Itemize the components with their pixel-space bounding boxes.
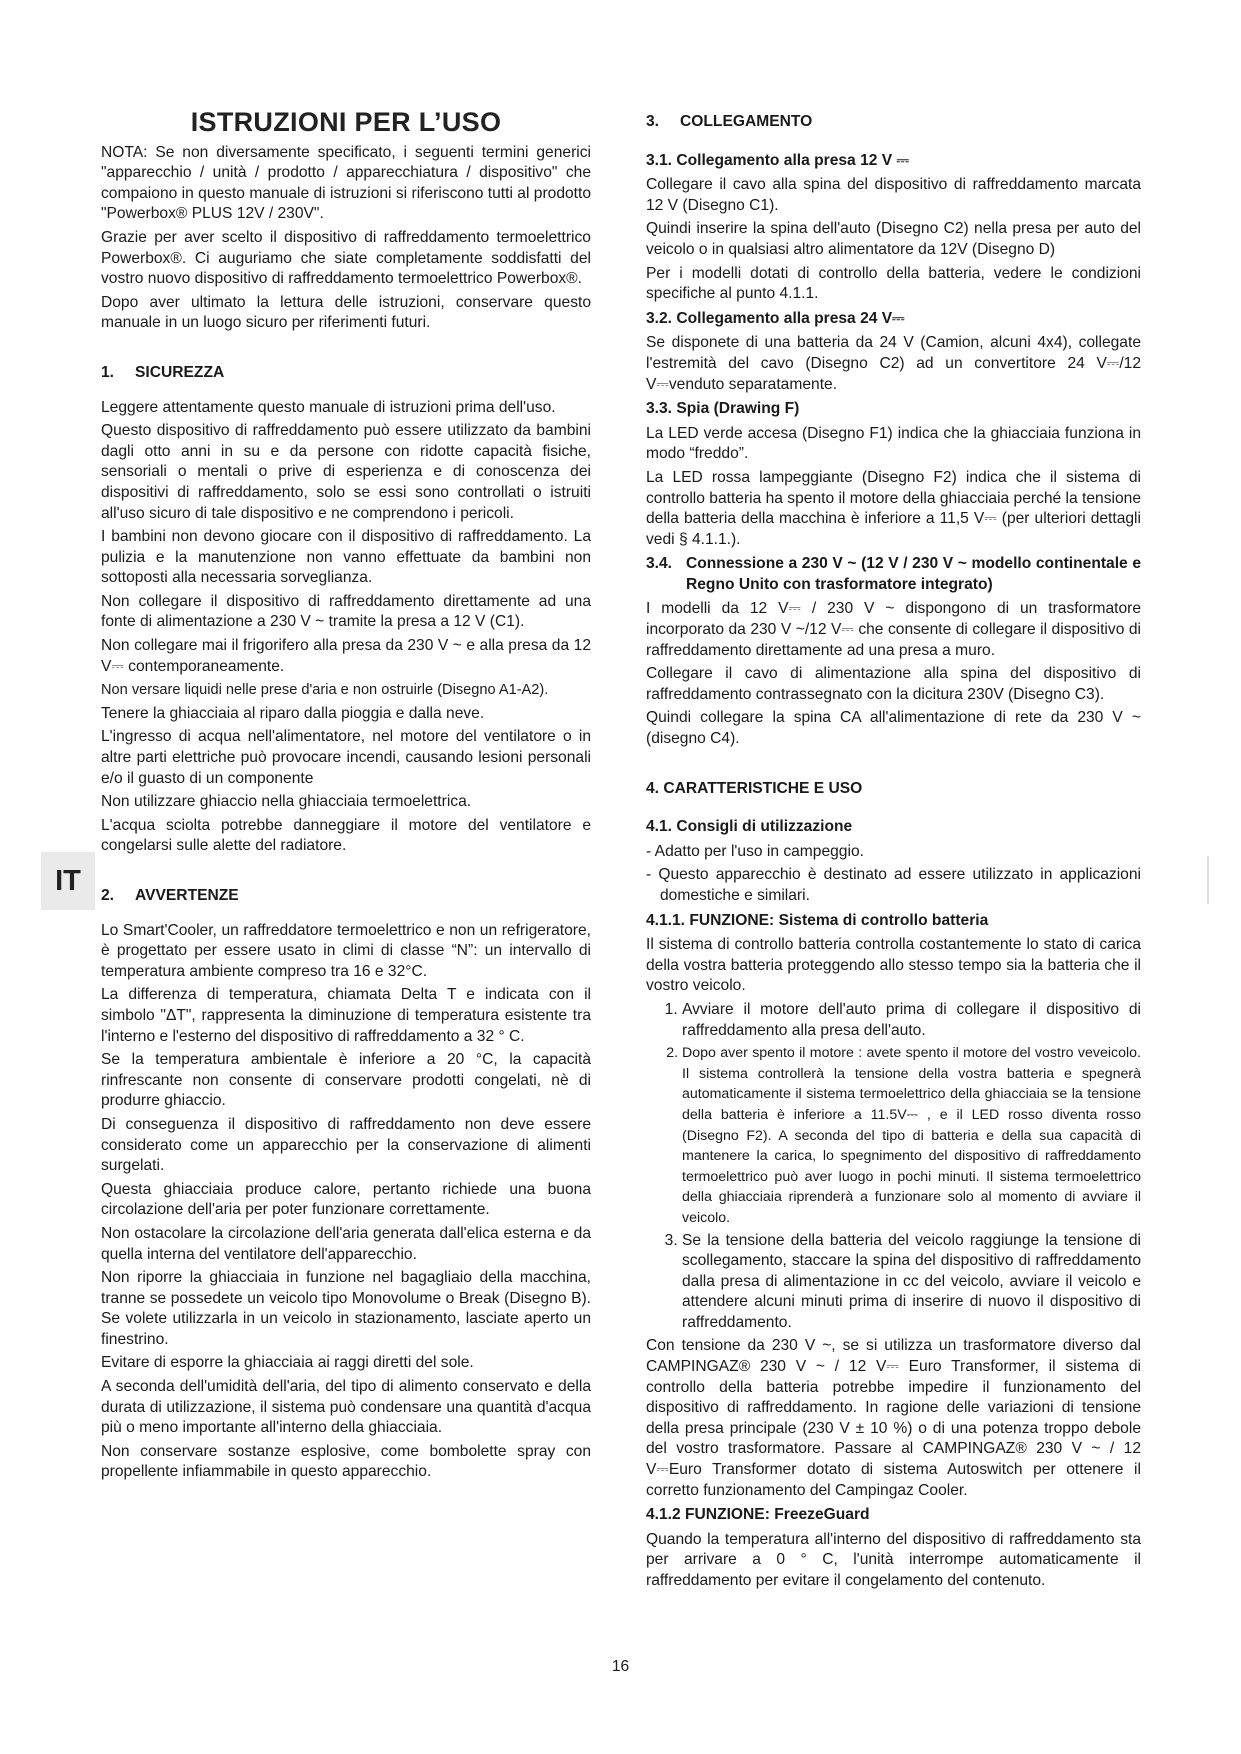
warning-paragraph: Non ostacolare la circolazione dell'aria generata dall'elica esterna e da quella interna del ventilatore dell'apparecchio. <box>101 1224 591 1263</box>
section-number: 3. <box>646 113 660 130</box>
section-title: SICUREZZA <box>135 363 225 381</box>
section-number: 1. <box>101 363 115 381</box>
warning-paragraph: Non conservare sostanze esplosive, come bombolette spray con propellente infiammabile in questo apparecchio. <box>101 1442 591 1481</box>
safety-paragraph: I bambini non devono giocare con il dispositivo di raffreddamento. La pulizia e la manutenzione non vanno effettuate da bambini non sottoposti alla necessaria sorveglianza. <box>101 528 591 587</box>
safety-paragraph: L'acqua sciolta potrebbe danneggiare il motore del ventilatore e congelarsi sulle alette del radiatore. <box>101 816 591 855</box>
section-heading-features: 4. CARATTERISTICHE E USO <box>646 779 863 797</box>
safety-paragraph: Leggere attentamente questo manuale di istruzioni prima dell'uso. <box>101 398 556 416</box>
battery-control-intro: Il sistema di controllo batteria controlla costantemente lo stato di carica della vostra batteria proteggendo allo stesso tempo sia la batteria che il vostro veicolo. <box>646 936 1141 995</box>
warning-paragraph: Di conseguenza il dispositivo di raffreddamento non deve essere considerato come un apparecchio per la conservazione di alimenti surgelati. <box>101 1115 591 1175</box>
subsection-heading: 3.1. Collegamento alla presa 12 V ⎓ <box>646 151 909 169</box>
connection-paragraph: Quindi collegare la spina CA all'alimentazione di rete da 230 V ~ (disegno C4). <box>646 709 1141 748</box>
subsection-heading <box>646 554 1141 595</box>
connection-paragraph: Se disponete di una batteria da 24 V (Camion, alcuni 4x4), collegate l'estremità del cavo (Disegno C2) ad un convertitore 24 V⎓/12 V⎓venduto separatamente. <box>646 334 1141 393</box>
warning-paragraph: Lo Smart'Cooler, un raffreddatore termoelettrico e non un refrigeratore, è progettato per essere usato in climi di classe “N”: un intervallo di temperatura ambiente compreso tra 16 e 32°C. <box>101 921 591 980</box>
section-heading-warnings <box>101 886 591 907</box>
edge-mark <box>1207 856 1209 904</box>
subsection-heading: 4.1. Consigli di utilizzazione <box>646 818 853 836</box>
warning-paragraph: Questa ghiacciaia produce calore, pertanto richiede una buona circolazione dell'aria per poter funzionare correttamente. <box>101 1180 591 1219</box>
subsection-heading: 3.2. Collegamento alla presa 24 V⎓ <box>646 309 905 327</box>
safety-paragraph: Non collegare mai il frigorifero alla presa da 230 V ~ e alla presa da 12 V⎓ contemporaneamente. <box>101 637 591 675</box>
warning-paragraph: La differenza di temperatura, chiamata Delta T e indicata con il simbolo "ΔT", rappresenta la diminuzione di temperatura esistente tra l'interno e l'esterno del dispositivo di raffreddamento a 32 ° C. <box>101 986 591 1045</box>
section-number: 2. <box>101 887 115 904</box>
section-title: COLLEGAMENTO <box>680 113 813 130</box>
indicator-paragraph: La LED rossa lampeggiante (Disegno F2) indica che il sistema di controllo batteria ha spento il motore della ghiacciaia perché la tensione della batteria della macchina è inferiore a 11,5 V⎓ (per ulteriori dettagli vedi § 4.1.1.). <box>646 468 1141 548</box>
connection-paragraph: Collegare il cavo di alimentazione alla spina del dispositivo di raffreddamento contrassegnato con la dicitura 230V (Disegno C3). <box>646 665 1141 703</box>
indicator-paragraph: La LED verde accesa (Disegno F1) indica che la ghiacciaia funziona in modo “freddo”. <box>646 424 1141 463</box>
warning-paragraph: A seconda dell'umidità dell'aria, del tipo di alimento conservato e della durata di utilizzazione, il sistema può condensare una quantità d'acqua più o meno importante all'interno della ghiacciaia. <box>101 1378 591 1437</box>
subsection-heading: 4.1.2 FUNZIONE: FreezeGuard <box>646 1506 870 1524</box>
intro-paragraph: Grazie per aver scelto il dispositivo di raffreddamento termoelettrico Powerbox®. Ci auguriamo che siate completamente soddisfatti del vostro nuovo dispositivo di raffreddamento termoelettrico Powerbox®. <box>101 228 591 288</box>
list-item: 3. Se la tensione della batteria del veicolo raggiunge la tensione di scollegamento, staccare la spina del dispositivo di raffreddamento dalla presa di alimentazione in cc del veicolo, avviare il veicolo e attendere alcuni minuti prima di inserire di nuovo il dispositivo di raffreddamento. <box>682 1231 1141 1334</box>
battery-control-note: Con tensione da 230 V ~, se si utilizza un trasformatore diverso dal CAMPINGAZ® 230 V ~ / 12 V⎓ Euro Transformer, il sistema di controllo della batteria potrebbe impedire il funzionamento del dispositivo di raffreddamento. In ragione delle variazioni di tensione della presa principale (230 V ± 10 %) o di una potenza troppo debole del vostro trasformatore. Passare al CAMPINGAZ® 230 V ~ / 12 V⎓Euro Transformer dotato di sistema Autoswitch per ottenere il corretto funzionamento del Campingaz Cooler. <box>646 1337 1141 1499</box>
warning-paragraph: Non riporre la ghiacciaia in funzione nel bagagliaio della macchina, tranne se possedete un veicolo tipo Monovolume o Break (Disegno B). Se volete utilizzarla in un veicolo in stazionamento, lasciate aperto un finestrino. <box>101 1269 591 1348</box>
list-item: - Questo apparecchio è destinato ad essere utilizzato in applicazioni domestiche e similari. <box>646 866 1141 904</box>
section-heading-connection <box>646 112 1141 133</box>
connection-paragraph: I modelli da 12 V⎓ / 230 V ~ dispongono di un trasformatore incorporato da 230 V ~/12 V⎓ che consente di collegare il dispositivo di raffreddamento direttamente ad una presa a muro. <box>646 600 1141 659</box>
connection-paragraph: Quindi inserire la spina dell'auto (Disegno C2) nella presa per auto del veicolo o in qualsiasi altro alimentatore da 12V (Disegno D) <box>646 220 1141 258</box>
safety-paragraph: Non utilizzare ghiaccio nella ghiacciaia termoelettrica. <box>101 793 472 811</box>
list-item: 1. Avviare il motore dell'auto prima di collegare il dispositivo di raffreddamento alla presa dell'auto. <box>682 1000 1141 1041</box>
subsection-heading: 3.3. Spia (Drawing F) <box>646 400 800 418</box>
page-title: ISTRUZIONI PER L’USO <box>190 107 502 137</box>
connection-paragraph: Per i modelli dotati di controllo della batteria, vedere le condizioni specifiche al punto 4.1.1. <box>646 264 1141 303</box>
warning-paragraph: Se la temperatura ambientale è inferiore a 20 °C, la capacità rinfrescante non consente di conservare prodotti congelati, nè di produrre ghiaccio. <box>101 1051 591 1110</box>
right-column <box>646 112 1141 1595</box>
safety-paragraph: Questo dispositivo di raffreddamento può essere utilizzato da bambini dagli otto anni in su e da persone con ridotte capacità fisiche, sensoriali o mentali o prive di esperienza e di conoscenza dei dispositivi di raffreddamento, solo se essi sono controllati o istruiti all'uso sicuro di tale dispositivo e ne comprendono i pericoli. <box>101 422 591 522</box>
list-item: - Adatto per l'uso in campeggio. <box>646 842 864 860</box>
connection-paragraph: Collegare il cavo alla spina del dispositivo di raffreddamento marcata 12 V (Disegno C1). <box>646 176 1141 214</box>
safety-paragraph: L'ingresso di acqua nell'alimentatore, nel motore del ventilatore o in altre parti elettriche può provocare incendi, causando lesioni personali e/o il guasto di un componente <box>101 728 591 787</box>
warning-paragraph: Evitare di esporre la ghiacciaia ai raggi diretti del sole. <box>101 1354 474 1372</box>
freezeguard-paragraph: Quando la temperatura all'interno del dispositivo di raffreddamento sta per arrivare a 0 ° C, l'unità interrompe automaticamente il raffreddamento per evitare il congelamento del contenuto. <box>646 1530 1141 1589</box>
subsection-heading: 4.1.1. FUNZIONE: Sistema di controllo batteria <box>646 911 989 929</box>
page-number: 16 <box>611 1658 630 1675</box>
battery-steps-list <box>646 1000 1141 1334</box>
subsection-title: Connessione a 230 V ~ (12 V / 230 V ~ modello continentale e Regno Unito con trasformatore integrato) <box>686 555 1141 593</box>
intro-paragraph: NOTA: Se non diversamente specificato, i seguenti termini generici "apparecchio / unità / prodotto / apparecchiatura / dispositivo" che compaiono in questo manuale di istruzioni si riferiscono tutti al prodotto "Powerbox® PLUS 12V / 230V". <box>101 143 591 223</box>
safety-paragraph: Tenere la ghiacciaia al riparo dalla pioggia e dalla neve. <box>101 704 485 722</box>
safety-paragraph: Non collegare il dispositivo di raffreddamento direttamente ad una fonte di alimentazione a 230 V ~ tramite la presa a 12 V (C1). <box>101 592 591 631</box>
safety-paragraph: Non versare liquidi nelle prese d'aria e non ostruirle (Disegno A1-A2). <box>101 682 549 699</box>
language-tab: IT <box>41 852 95 910</box>
left-column <box>101 107 591 1486</box>
subsection-number: 3.4. <box>646 555 673 573</box>
list-item: 2. Dopo aver spento il motore : avete spento il motore del vostro veveicolo. Il sistema controllerà la tensione della vostra batteria e spegnerà automaticamente il sistema termoelettrico della ghiacciaia se la tensione della batteria è inferiore a 11.5V⎓ , e il LED rosso diventa rosso (Disegno F2). A seconda del tipo di batteria e della sua capacità di mantenere la carica, lo spegnimento del dispositivo di raffreddamento termoelettrico può aver luogo in pochi minuti. Il sistema termoelettrico della ghiacciaia riprenderà a funzionare solo al momento di avviare il veicolo. <box>682 1043 1141 1228</box>
section-title: AVVERTENZE <box>135 887 239 904</box>
intro-paragraph: Dopo aver ultimato la lettura delle istruzioni, conservare questo manuale in un luogo sicuro per riferimenti futuri. <box>101 293 591 332</box>
section-heading-safety <box>101 363 591 384</box>
